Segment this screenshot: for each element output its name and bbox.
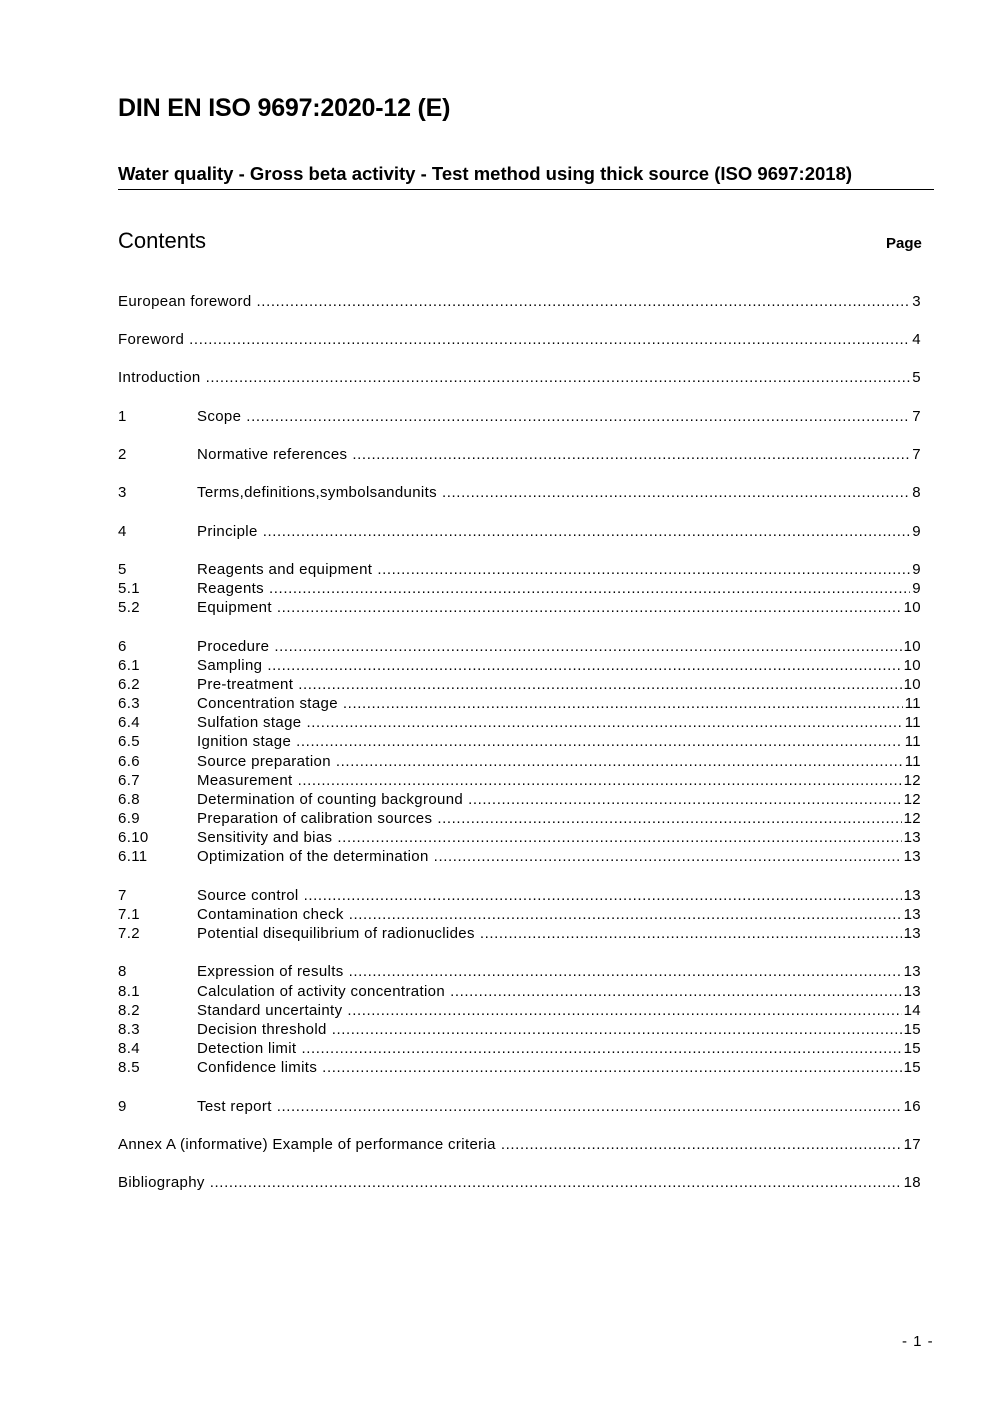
toc-entry-label: Foreword: [118, 331, 185, 348]
toc-entry-page: 10: [903, 657, 921, 674]
toc-entry-page: 10: [903, 599, 921, 616]
toc-entry-label: Standard uncertainty: [197, 1002, 343, 1019]
toc-entry-label: Bibliography: [118, 1174, 205, 1191]
toc-entry[interactable]: [118, 1020, 921, 1039]
toc-entry-label: Test report: [197, 1098, 272, 1115]
toc-leader-dots: [501, 1135, 902, 1154]
toc-entry-number: 8: [118, 963, 127, 980]
toc-entry-number: 8.4: [118, 1040, 140, 1057]
toc-entry-number: 5.2: [118, 599, 140, 616]
toc-entry-number: 3: [118, 484, 127, 501]
toc-entry-page: 13: [903, 963, 921, 980]
toc-entry-label: Equipment: [197, 599, 272, 616]
toc-entry-number: 8.2: [118, 1002, 140, 1019]
toc-entry-page: 13: [903, 887, 921, 904]
toc-entry-label: Expression of results: [197, 963, 344, 980]
toc-entry[interactable]: [118, 962, 921, 981]
toc-entry-page: 13: [903, 983, 921, 1000]
toc-leader-dots: [336, 752, 903, 771]
toc-entry-label: Source control: [197, 887, 299, 904]
toc-entry-number: 6.4: [118, 714, 140, 731]
toc-entry-label: Ignition stage: [197, 733, 292, 750]
toc-leader-dots: [267, 656, 901, 675]
toc-entry-page: 13: [903, 829, 921, 846]
toc-entry[interactable]: [118, 809, 921, 828]
toc-leader-dots: [277, 598, 902, 617]
toc-entry-label: Potential disequilibrium of radionuclides: [197, 925, 475, 942]
toc-entry[interactable]: [118, 752, 921, 771]
toc-entry-page: 10: [903, 676, 921, 693]
toc-leader-dots: [322, 1058, 901, 1077]
toc-entry[interactable]: [118, 483, 921, 502]
toc-entry-number: 6.11: [118, 848, 148, 865]
toc-entry-number: 8.5: [118, 1059, 140, 1076]
toc-leader-dots: [332, 1020, 902, 1039]
toc-entry-page: 15: [903, 1021, 921, 1038]
toc-entry[interactable]: [118, 1097, 921, 1116]
toc-leader-dots: [189, 330, 910, 349]
toc-leader-dots: [257, 292, 911, 311]
toc-entry[interactable]: [118, 579, 921, 598]
toc-leader-dots: [298, 675, 901, 694]
contents-heading: Contents: [118, 228, 207, 253]
toc-leader-dots: [437, 809, 901, 828]
toc-leader-dots: [434, 847, 902, 866]
toc-entry-number: 6.5: [118, 733, 140, 750]
toc-entry-number: 6.8: [118, 791, 140, 808]
toc-entry-page: 4: [912, 331, 921, 348]
toc-entry[interactable]: [118, 886, 921, 905]
toc-entry-label: Reagents: [197, 580, 265, 597]
toc-entry[interactable]: [118, 1173, 921, 1192]
toc-leader-dots: [352, 445, 910, 464]
document-id: DIN EN ISO 9697:2020-12 (E): [118, 94, 451, 122]
toc-entry-page: 11: [904, 714, 921, 731]
toc-entry-number: 8.3: [118, 1021, 140, 1038]
toc-leader-dots: [274, 637, 901, 656]
toc-entry[interactable]: [118, 445, 921, 464]
toc-entry-page: 11: [904, 695, 921, 712]
toc-entry[interactable]: [118, 368, 921, 387]
toc-entry-number: 6.3: [118, 695, 140, 712]
toc-entry-page: 3: [912, 293, 921, 310]
toc-leader-dots: [480, 924, 902, 943]
toc-entry[interactable]: [118, 694, 921, 713]
toc-entry-page: 15: [903, 1059, 921, 1076]
toc-entry[interactable]: [118, 847, 921, 866]
toc-leader-dots: [210, 1173, 902, 1192]
toc-entry-label: Contamination check: [197, 906, 344, 923]
toc-entry[interactable]: [118, 924, 921, 943]
toc-entry[interactable]: [118, 407, 921, 426]
toc-entry-label: Detection limit: [197, 1040, 297, 1057]
toc-entry-label: Procedure: [197, 638, 270, 655]
toc-entry-label: Annex A (informative) Example of performance criteria: [118, 1136, 496, 1153]
toc-entry-number: 5.1: [118, 580, 140, 597]
toc-entry-number: 6: [118, 638, 127, 655]
toc-entry-page: 16: [903, 1098, 921, 1115]
toc-leader-dots: [349, 962, 902, 981]
toc-entry-page: 8: [912, 484, 921, 501]
toc-entry-page: 5: [912, 369, 921, 386]
toc-entry[interactable]: [118, 675, 921, 694]
toc-entry-label: Principle: [197, 523, 258, 540]
toc-leader-dots: [296, 732, 903, 751]
toc-entry-label: Scope: [197, 408, 242, 425]
toc-entry-label: Confidence limits: [197, 1059, 318, 1076]
toc-entry-number: 7.1: [118, 906, 140, 923]
toc-entry[interactable]: [118, 790, 921, 809]
toc-entry[interactable]: [118, 1058, 921, 1077]
toc-entry-page: 13: [903, 906, 921, 923]
toc-leader-dots: [298, 771, 902, 790]
toc-entry[interactable]: [118, 771, 921, 790]
toc-entry[interactable]: [118, 1135, 921, 1154]
toc-leader-dots: [347, 1001, 901, 1020]
toc-entry-label: Sulfation stage: [197, 714, 302, 731]
toc-entry[interactable]: [118, 828, 921, 847]
toc-entry[interactable]: [118, 1039, 921, 1058]
toc-entry-page: 9: [912, 561, 921, 578]
toc-entry-page: 12: [903, 810, 921, 827]
toc-leader-dots: [349, 905, 902, 924]
page-number: - 1 -: [902, 1333, 934, 1350]
toc-leader-dots: [343, 694, 903, 713]
page-column-heading: Page: [886, 235, 922, 252]
toc-entry-page: 11: [904, 753, 921, 770]
toc-entry-label: Decision threshold: [197, 1021, 327, 1038]
toc-leader-dots: [304, 886, 902, 905]
toc-entry[interactable]: [118, 560, 921, 579]
toc-entry-page: 12: [903, 791, 921, 808]
toc-entry-page: 18: [903, 1174, 921, 1191]
toc-entry-number: 4: [118, 523, 127, 540]
toc-entry-label: Determination of counting background: [197, 791, 464, 808]
toc-leader-dots: [246, 407, 910, 426]
toc-entry-page: 17: [903, 1136, 921, 1153]
toc-entry[interactable]: [118, 292, 921, 311]
toc-entry-number: 9: [118, 1098, 127, 1115]
toc-entry[interactable]: [118, 522, 921, 541]
toc-entry-number: 7: [118, 887, 127, 904]
toc-entry-number: 6.10: [118, 829, 149, 846]
toc-entry-page: 12: [903, 772, 921, 789]
toc-entry-number: 6.1: [118, 657, 140, 674]
document-title: Water quality - Gross beta activity - Test method using thick source (ISO 9697:2018): [118, 163, 934, 190]
toc-entry-number: 7.2: [118, 925, 140, 942]
toc-leader-dots: [206, 368, 911, 387]
toc-entry-label: Reagents and equipment: [197, 561, 373, 578]
toc-leader-dots: [277, 1097, 902, 1116]
toc-entry-page: 10: [903, 638, 921, 655]
toc-leader-dots: [337, 828, 901, 847]
toc-entry-page: 9: [912, 580, 921, 597]
toc-leader-dots: [442, 483, 910, 502]
toc-entry-label: Introduction: [118, 369, 201, 386]
toc-entry-label: Sampling: [197, 657, 263, 674]
toc-leader-dots: [269, 579, 910, 598]
toc-entry[interactable]: [118, 732, 921, 751]
toc-entry-page: 11: [904, 733, 921, 750]
toc-entry[interactable]: [118, 598, 921, 617]
toc-entry-label: Terms,definitions,symbolsandunits: [197, 484, 437, 501]
toc-entry-label: European foreword: [118, 293, 252, 310]
toc-leader-dots: [307, 713, 903, 732]
toc-entry-label: Optimization of the determination: [197, 848, 429, 865]
toc-entry-page: 13: [903, 848, 921, 865]
toc-entry-page: 15: [903, 1040, 921, 1057]
toc-entry-label: Measurement: [197, 772, 293, 789]
toc-entry-number: 2: [118, 446, 127, 463]
toc-entry[interactable]: [118, 330, 921, 349]
toc-entry-label: Pre-treatment: [197, 676, 294, 693]
toc-leader-dots: [301, 1039, 901, 1058]
toc-entry[interactable]: [118, 905, 921, 924]
toc-entry[interactable]: [118, 1001, 921, 1020]
toc-entry-label: Sensitivity and bias: [197, 829, 333, 846]
toc-entry-label: Source preparation: [197, 753, 331, 770]
toc-entry-number: 8.1: [118, 983, 140, 1000]
toc-entry-label: Concentration stage: [197, 695, 338, 712]
toc-entry-label: Normative references: [197, 446, 348, 463]
toc-entry-page: 7: [912, 408, 921, 425]
toc-entry[interactable]: [118, 982, 921, 1001]
toc-entry-label: Preparation of calibration sources: [197, 810, 433, 827]
toc-entry[interactable]: [118, 656, 921, 675]
toc-entry-page: 7: [912, 446, 921, 463]
toc-entry-label: Calculation of activity concentration: [197, 983, 446, 1000]
toc-entry[interactable]: [118, 637, 921, 656]
toc-leader-dots: [450, 982, 902, 1001]
toc-entry-page: 14: [903, 1002, 921, 1019]
toc-entry-number: 6.7: [118, 772, 140, 789]
toc-leader-dots: [468, 790, 902, 809]
toc-entry[interactable]: [118, 713, 921, 732]
toc-entry-number: 6.6: [118, 753, 140, 770]
toc-leader-dots: [377, 560, 910, 579]
toc-entry-page: 9: [912, 523, 921, 540]
toc-entry-number: 6.9: [118, 810, 140, 827]
toc-entry-number: 1: [118, 408, 127, 425]
toc-entry-number: 6.2: [118, 676, 140, 693]
toc-leader-dots: [263, 522, 911, 541]
toc-entry-page: 13: [903, 925, 921, 942]
toc-entry-number: 5: [118, 561, 127, 578]
